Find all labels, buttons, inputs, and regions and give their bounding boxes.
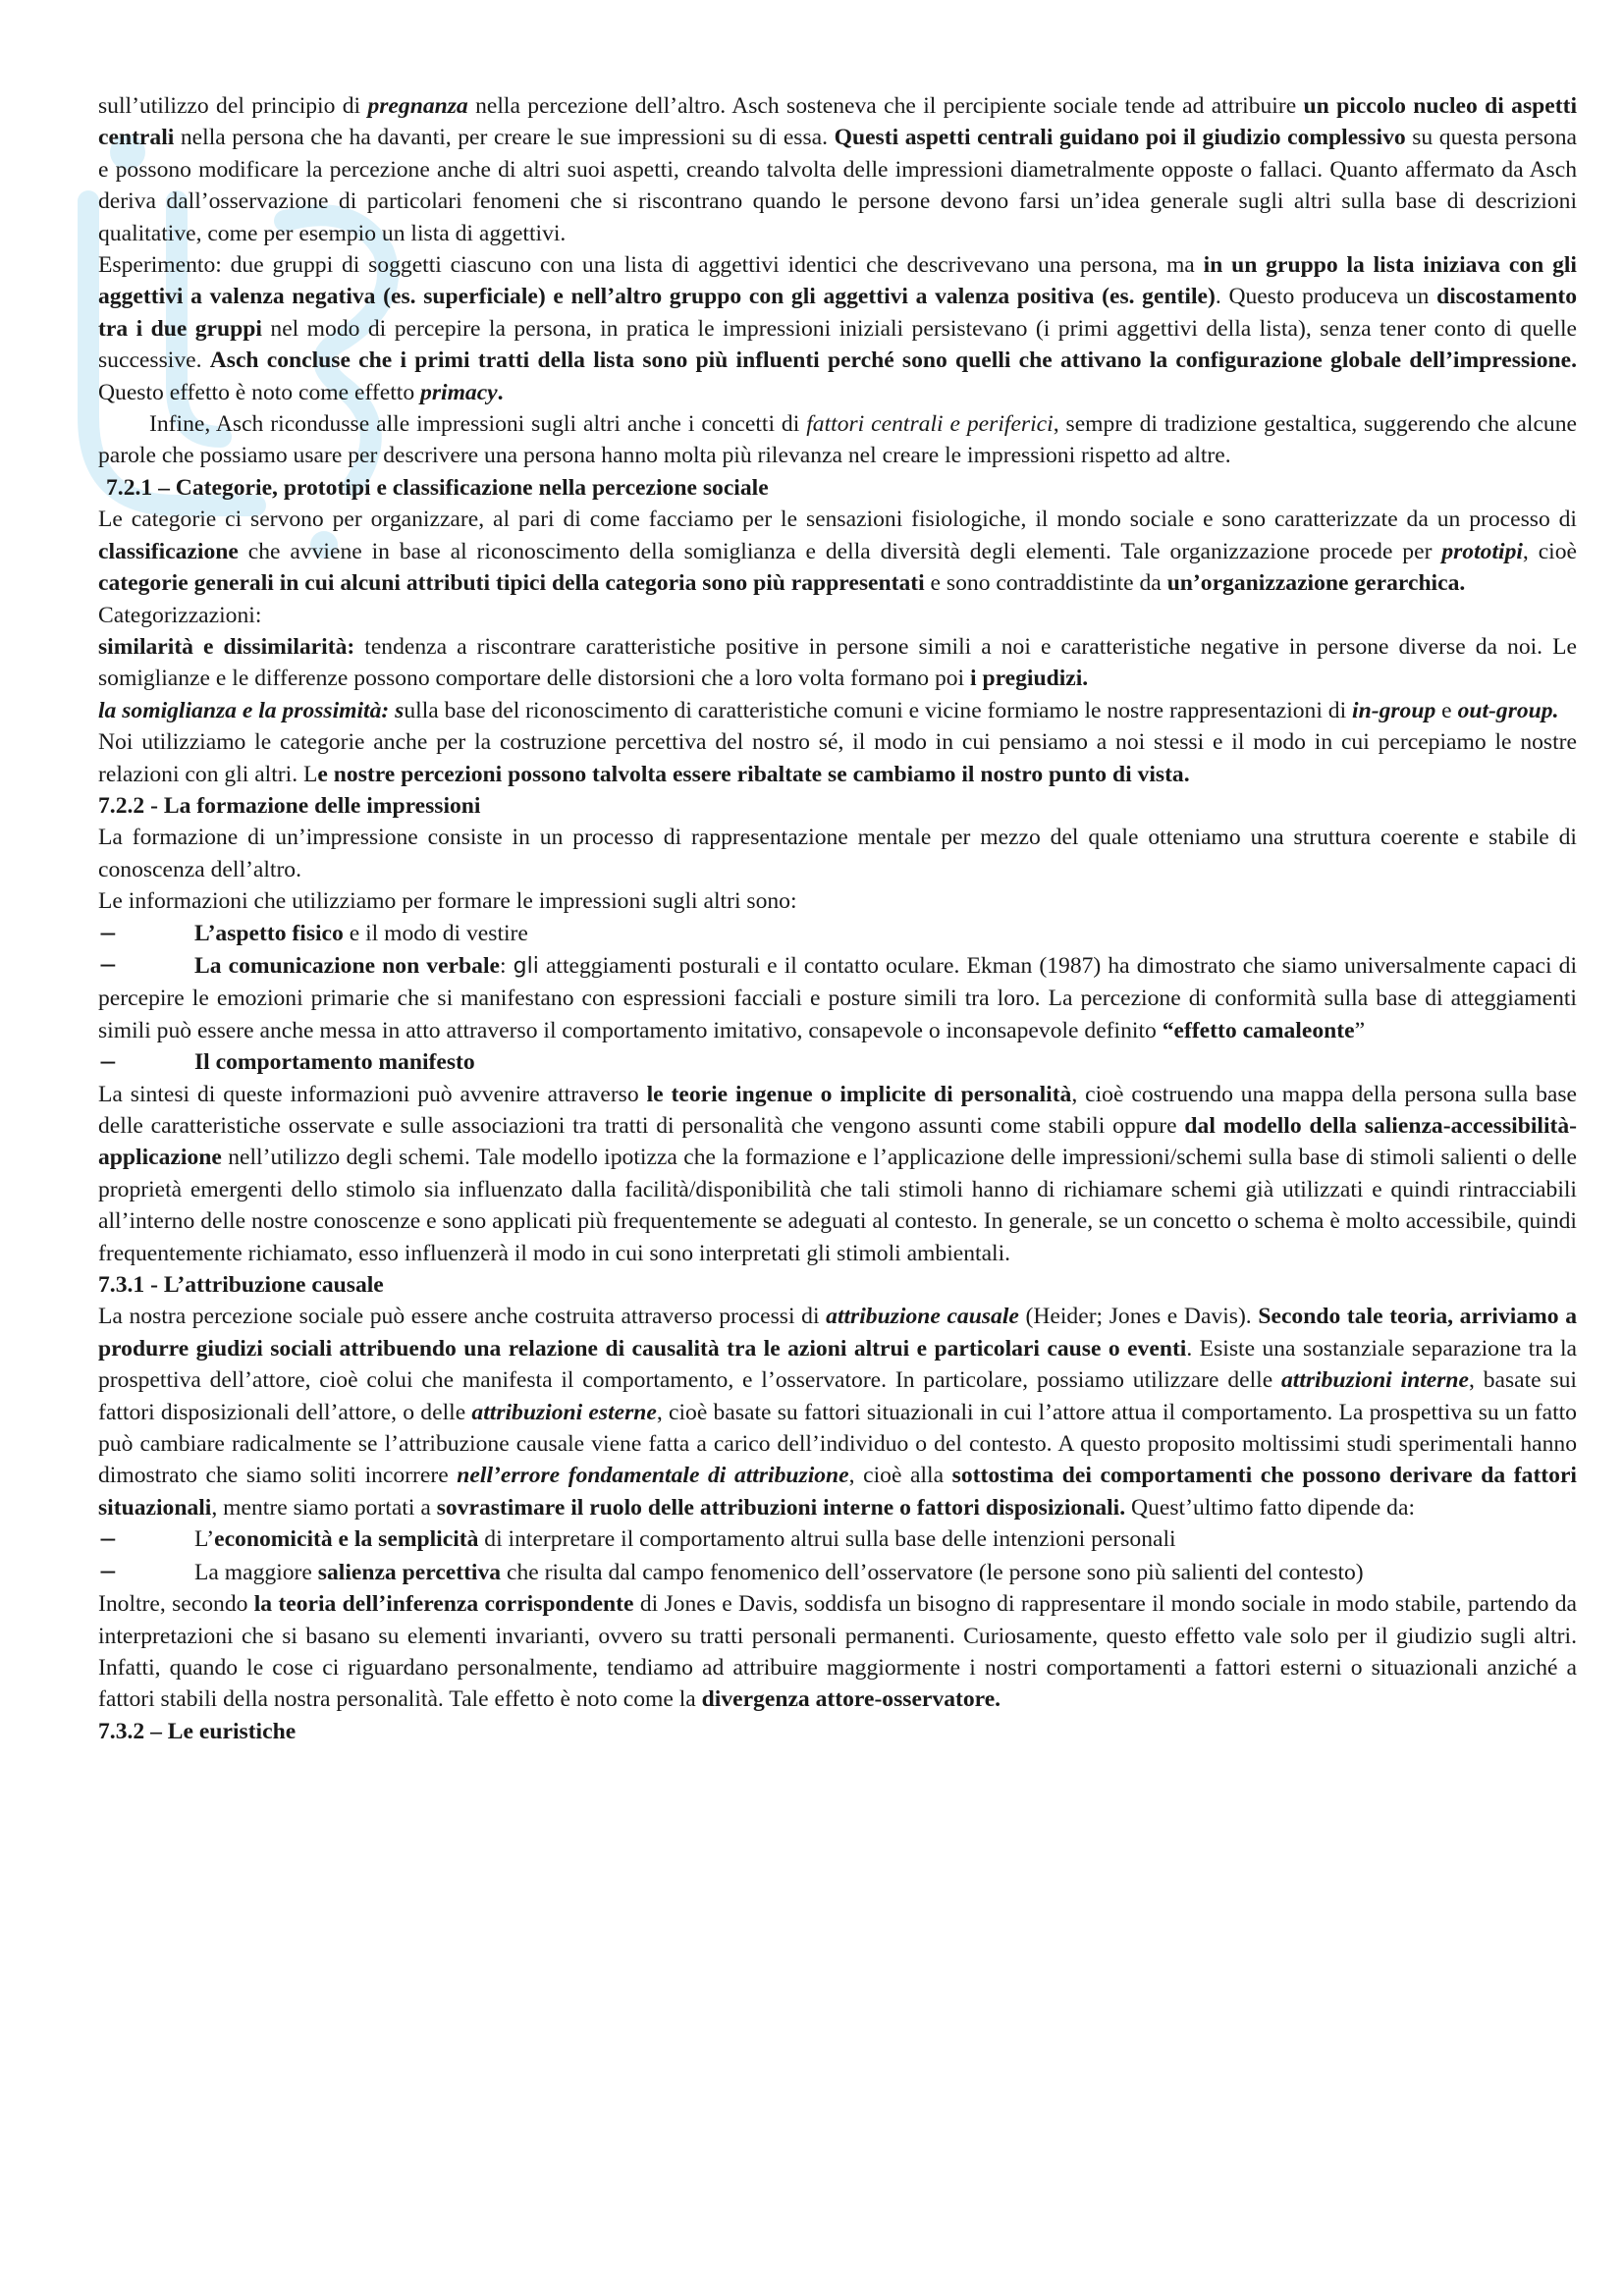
dash-bullet: − (98, 1525, 118, 1554)
paragraph-similarity: similarità e dissimilarità: tendenza a riscontrare caratteristiche positive in persone simili a noi e caratteristiche negative in persone diverse da noi. Le somiglianze e le differenze possono comportare delle distorsioni che a loro volta formano poi i pregiudizi. (98, 633, 1577, 692)
paragraph-impression-formation: La formazione di un’impressione consiste in un processo di rappresentazione mentale per mezzo del quale otteniamo una struttura coerente e stabile di conoscenza dell’altro. (98, 825, 1577, 882)
paragraph-categories: Le categorie ci servono per organizzare, al pari di come facciamo per le sensazioni fisiologiche, il mondo sociale e sono caratterizzate da un processo di classificazione che avviene in base al riconoscimento della somiglianza e della diversità degli elementi. Tale organizzazione procede per prototipi, cioè categorie generali in cui alcuni attributi tipici della categoria sono più rappresentati e sono contraddistinte da un’organizzazione gerarchica. (98, 507, 1578, 597)
list-item: − La comunicazione non verbale: gli atteggiamenti posturali e il contatto oculare. Ekman (1987) ha dimostrato che siamo universalmente capaci di percepire le emozioni primarie che si manifestano con espressioni facciali e posture simili tra loro. La percezione di conformità sulla base di atteggiamenti simili può essere anche messa in atto attraverso il comportamento imitativo, consapevole o inconsapevole definito “effetto camaleonte” (98, 950, 1577, 1043)
paragraph-causal-attribution: La nostra percezione sociale può essere anche costruita attraverso processi di attribuzione causale (Heider; Jones e Davis). Secondo tale teoria, arriviamo a produrre giudizi sociali attribuendo una relazione di causalità tra le azioni altrui e particolari cause o eventi. Esiste una sostanziale separazione tra la prospettiva dell’attore, cioè colui che manifesta il comportamento, e l’osservatore. In particolare, possiamo utilizzare delle attribuzioni interne, basate sui fattori disposizionali dell’attore, o delle attribuzioni esterne, cioè basate su fattori situazionali in cui l’attore attua il comportamento. La prospettiva su un fatto può cambiare radicalmente se l’attribuzione causale viene fatta a carico dell’individuo o del contesto. A questo proposito moltissimi studi sperimentali hanno dimostrato che siamo soliti incorrere nell’errore fondamentale di attribuzione, cioè alla sottostima dei comportamenti che possono derivare da fattori situazionali, mentre siamo portati a sovrastimare il ruolo delle attribuzioni interne o fattori disposizionali. Quest’ultimo fatto dipende da: (98, 1304, 1577, 1521)
section-heading-7-3-1: 7.3.1 - L’attribuzione causale (98, 1272, 384, 1299)
dash-bullet: − (98, 1048, 118, 1077)
paragraph-central-peripheral: Infine, Asch ricondusse alle impressioni sugli altri anche i concetti di fattori centrali e periferici, sempre di tradizione gestaltica, suggerendo che alcune parole che possiamo usare per descrivere una persona hanno molta più rilevanza nel creare le impressioni rispetto ad altre. (98, 411, 1577, 469)
paragraph-synthesis: La sintesi di queste informazioni può avvenire attraverso le teorie ingenue o implicite di personalità, cioè costruendo una mappa della persona sulla base delle caratteristiche osservate e sulle associazioni tra tratti di personalità che vengono assunti come stabili oppure dal modello della salienza-accessibilità-applicazione nell’utilizzo degli schemi. Tale modello ipotizza che la formazione e l’applicazione delle impressioni/schemi sulla base di stimoli salienti o delle proprietà emergenti dello stimolo sia influenzato dalla facilità/disponibilità che tali stimoli hanno di richiamare schemi già utilizzati e quindi rintracciabili all’interno delle nostre conoscenze e sono applicati più frequentemente se adeguati al contesto. In generale, se un concetto o schema è molto accessibile, quindi frequentemente richiamato, esso influenzerà il modo in cui sono interpretati gli stimoli ambientali. (98, 1081, 1578, 1266)
paragraph-information-intro: Le informazioni che utilizziamo per formare le impressioni sugli altri sono: (98, 888, 797, 915)
paragraph-correspondent-inference: Inoltre, secondo la teoria dell’inferenza corrispondente di Jones e Davis, soddisfa un bisogno di rappresentare il mondo sociale in modo stabile, partendo da interpretazioni che si basano su elementi invarianti, ovvero su tratti personali permanenti. Curiosamente, questo effetto vale solo per il giudizio sugli altri. Infatti, quando le cose ci riguardano personalmente, tendiamo ad attribuire maggiormente i nostri comportamenti a fattori esterni o situazionali anziché a fattori stabili della nostra personalità. Tale effetto è noto come la divergenza attore-osservatore. (98, 1591, 1577, 1713)
section-heading-7-2-1: 7.2.1 – Categorie, prototipi e classificazione nella percezione sociale (106, 474, 769, 501)
paragraph-proximity: la somiglianza e la prossimità: sulla base del riconoscimento di caratteristiche comuni e vicine formiamo le nostre rappresentazioni di in-group e out-group. (98, 697, 1559, 723)
paragraph-asch-central: sull’utilizzo del principio di pregnanza nella percezione dell’altro. Asch sosteneva che il percipiente sociale tende ad attribuire un piccolo nucleo di aspetti centrali nella persona che ha davanti, per creare le sue impressioni su di essa. Questi aspetti centrali guidano poi il giudizio complessivo su questa persona e possono modificare la percezione anche di altri suoi aspetti, creando talvolta delle impressioni diametralmente opposte o fallaci. Quanto affermato da Asch deriva dall’osservazione di particolari fenomeni che si riscontrano quando le persone devono farsi un’idea generale sugli altri sulla base di descrizioni qualitative, come per esempio un lista di aggettivi. (98, 93, 1578, 246)
dash-bullet: − (98, 919, 118, 947)
paragraph-categorizations-label: Categorizzazioni: (98, 602, 262, 628)
list-item: − La maggiore salienza percettiva che risulta dal campo fenomenico dell’osservatore (le persone sono più salienti del contesto) (98, 1556, 1577, 1588)
section-heading-7-2-2: 7.2.2 - La formazione delle impressioni (98, 792, 481, 819)
paragraph-experiment: Esperimento: due gruppi di soggetti ciascuno con una lista di aggettivi identici che descrivevano una persona, ma in un gruppo la lista iniziava con gli aggettivi a valenza negativa (es. superficiale) e nell’altro gruppo con gli aggettivi a valenza positiva (es. gentile). Questo produceva un discostamento tra i due gruppi nel modo di percepire la persona, in pratica le impressioni iniziali persistevano (i primi aggettivi della lista), senza tener conto di quelle successive. Asch concluse che i primi tratti della lista sono più influenti perché sono quelli che attivano la configurazione globale dell’impressione. Questo effetto è noto come effetto primacy. (98, 252, 1577, 405)
section-heading-7-3-2: 7.3.2 – Le euristiche (98, 1718, 297, 1744)
dash-bullet: − (98, 1557, 118, 1585)
list-item: − Il comportamento manifesto (98, 1046, 1577, 1078)
dash-bullet: − (98, 950, 118, 979)
document-page (98, 90, 1577, 1747)
list-item: − L’economicità e la semplicità di interpretare il comportamento altrui sulla base delle intenzioni personali (98, 1523, 1577, 1555)
list-item: − L’aspetto fisico e il modo di vestire (98, 918, 1577, 949)
paragraph-self-perception: Noi utilizziamo le categorie anche per la costruzione percettiva del nostro sé, il modo in cui pensiamo a noi stessi e il modo in cui percepiamo le nostre relazioni con gli altri. Le nostre percezioni possono talvolta essere ribaltate se cambiamo il nostro punto di vista. (98, 729, 1577, 787)
